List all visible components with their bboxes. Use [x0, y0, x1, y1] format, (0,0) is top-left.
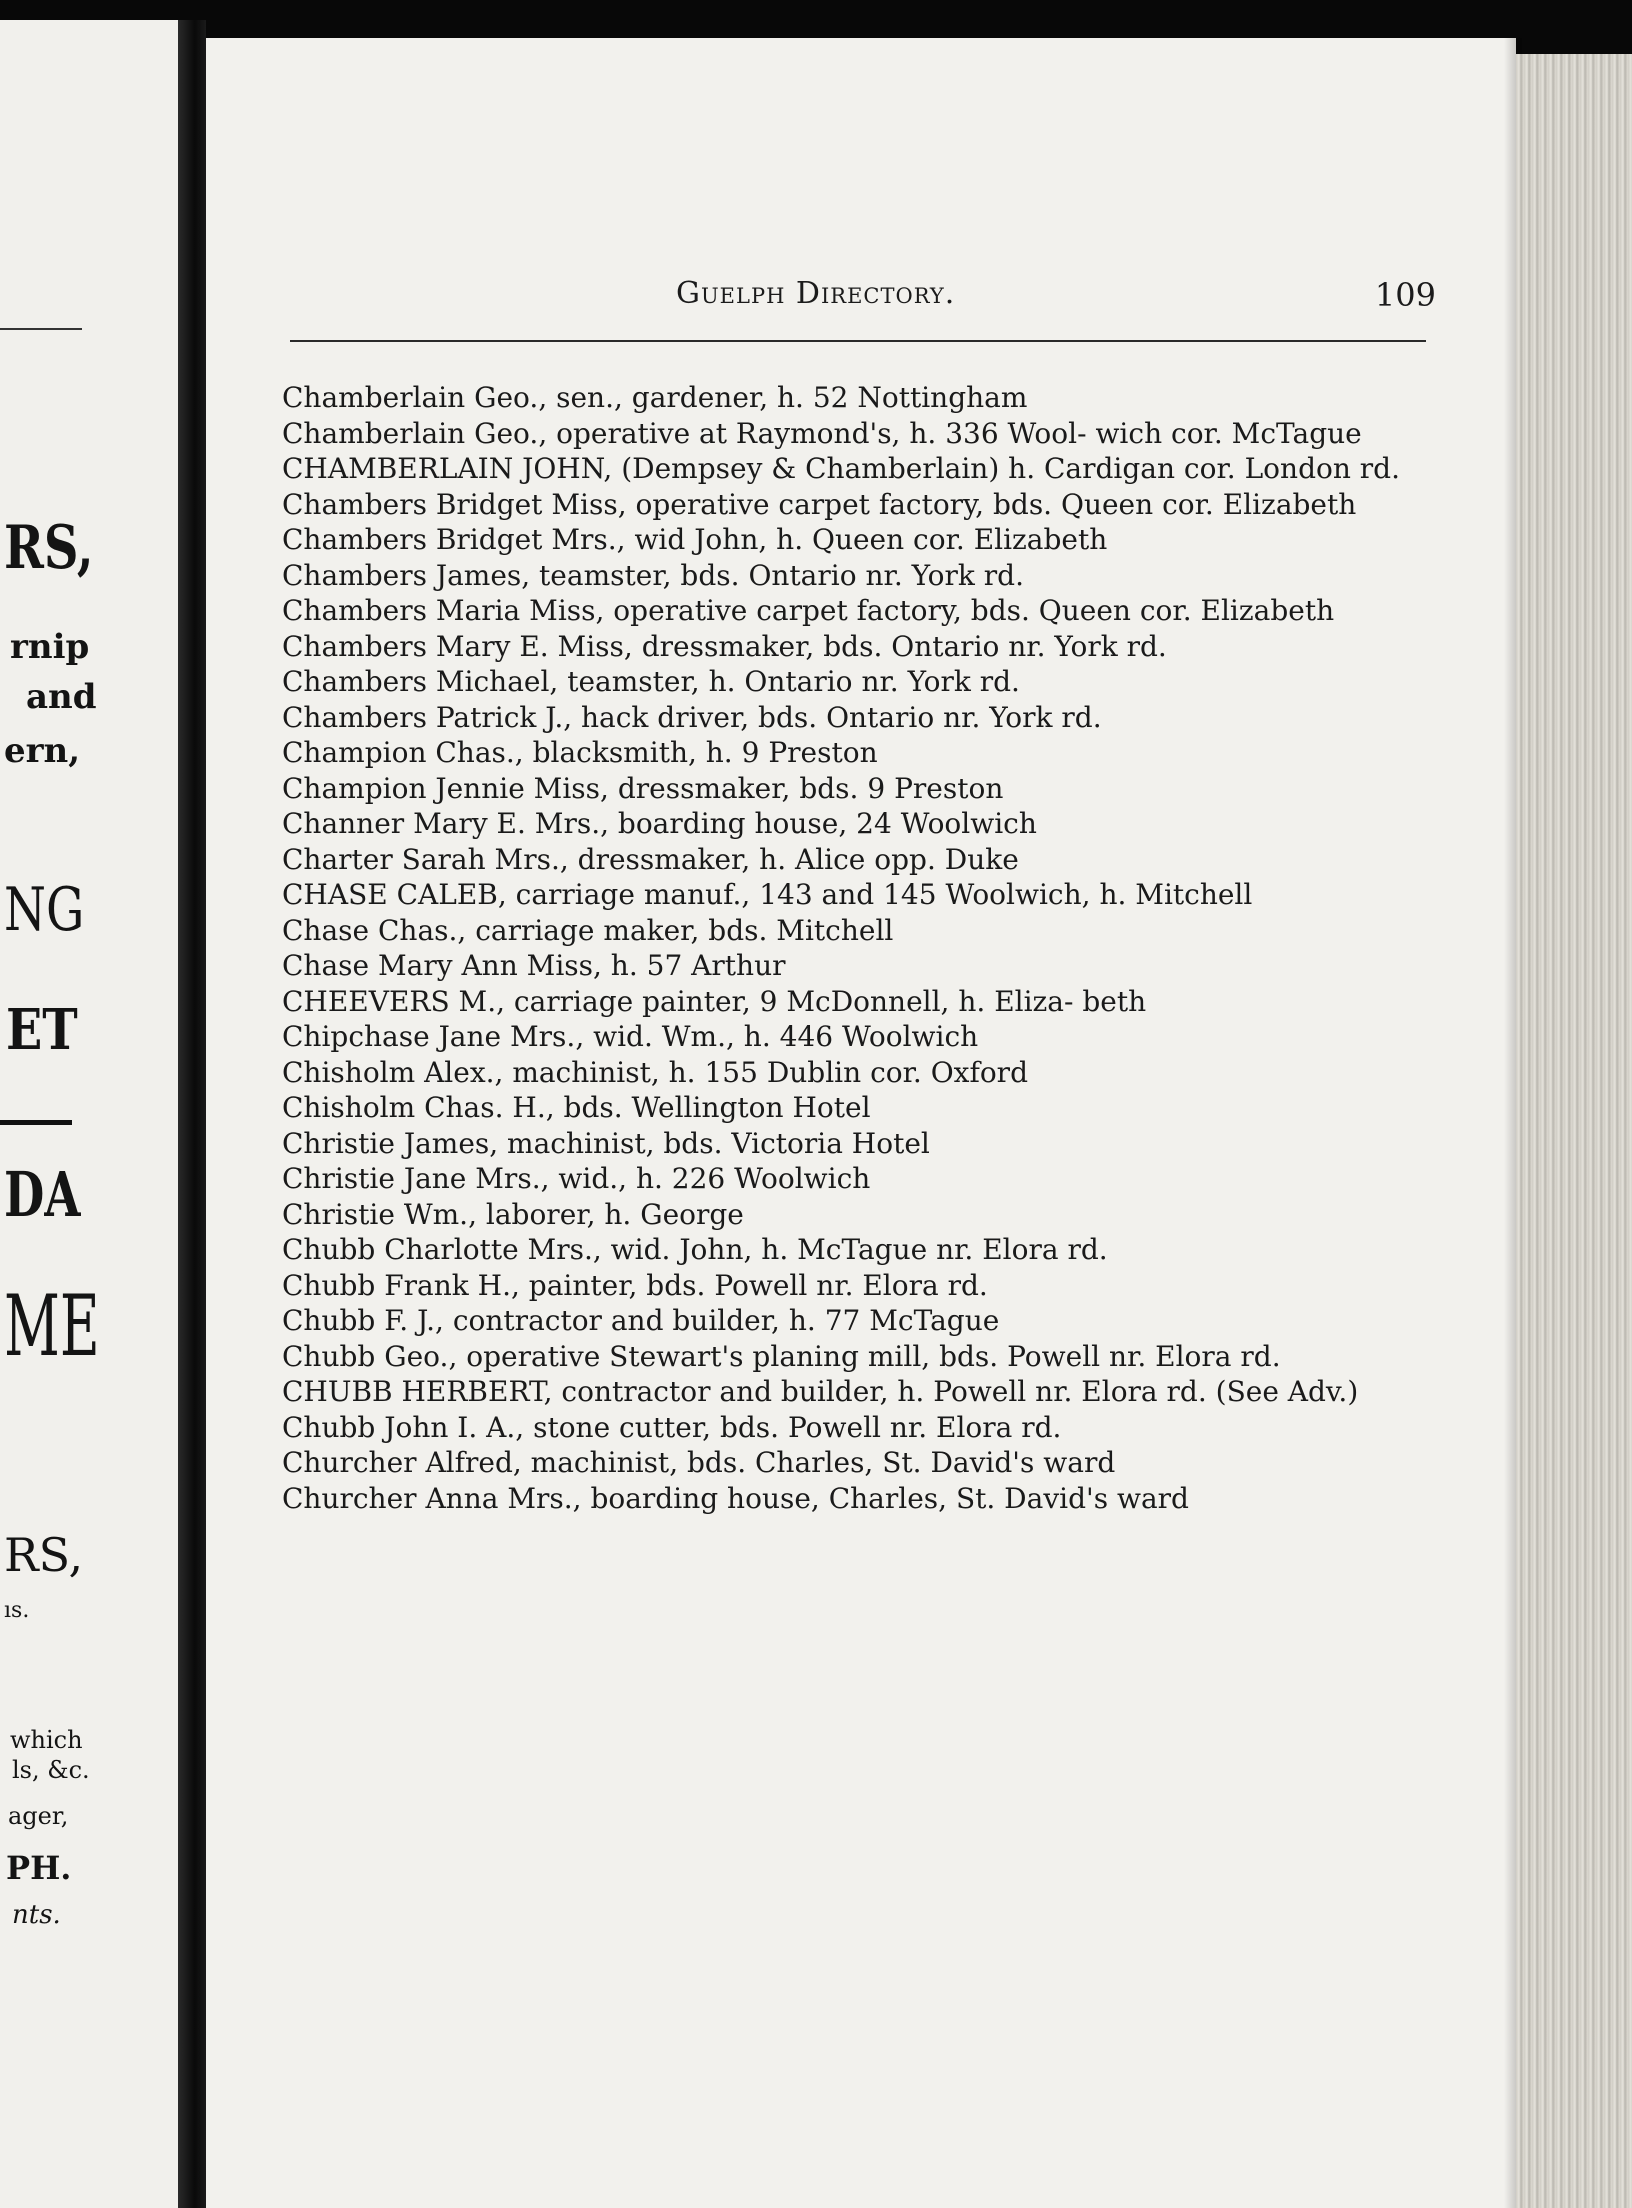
- directory-entry: Chubb F. J., contractor and builder, h. 77 McTague: [282, 1304, 1000, 1337]
- header-rule: [290, 340, 1426, 342]
- directory-entry: Chubb Charlotte Mrs., wid. John, h. McTague nr. Elora rd.: [282, 1233, 1108, 1266]
- directory-entry: CHEEVERS M., carriage painter, 9 McDonnell, h. Eliza- beth: [282, 984, 1147, 1018]
- directory-entry: Chambers Bridget Mrs., wid John, h. Queen cor. Elizabeth: [282, 523, 1108, 556]
- directory-entry: Chamberlain Geo., operative at Raymond's, h. 336 Wool- wich cor. McTague: [282, 416, 1362, 450]
- directory-page: [206, 38, 1516, 2208]
- running-head: [286, 276, 1436, 316]
- page-number: 109: [1374, 276, 1436, 314]
- page-title: Guelph Directory.: [676, 276, 956, 311]
- left-fragment: ET: [6, 997, 78, 1063]
- directory-entry: Chubb Frank H., painter, bds. Powell nr. Elora rd.: [282, 1268, 988, 1302]
- left-page-rule-top: [0, 328, 82, 330]
- directory-entry: CHUBB HERBERT, contractor and builder, h. Powell nr. Elora rd. (See Adv.): [282, 1375, 1359, 1408]
- directory-entry: Channer Mary E. Mrs., boarding house, 24 Woolwich: [282, 807, 1037, 840]
- directory-entry: Christie Jane Mrs., wid., h. 226 Woolwich: [282, 1162, 871, 1195]
- directory-entry: Chase Chas., carriage maker, bds. Mitchell: [282, 913, 894, 947]
- left-fragment: DA: [4, 1158, 81, 1231]
- directory-entries: [282, 380, 1442, 1516]
- directory-entry: Churcher Alfred, machinist, bds. Charles, St. David's ward: [282, 1446, 1116, 1479]
- directory-entry: Champion Jennie Miss, dressmaker, bds. 9 Preston: [282, 771, 1004, 805]
- directory-entry: Christie Wm., laborer, h. George: [282, 1197, 744, 1231]
- left-fragment: NG: [4, 875, 85, 945]
- left-fragment: ıs.: [4, 1598, 30, 1623]
- directory-entry: Chisholm Chas. H., bds. Wellington Hotel: [282, 1091, 871, 1124]
- left-fragment: which: [10, 1726, 83, 1754]
- facing-page-left: [0, 20, 178, 2208]
- directory-entry: Churcher Anna Mrs., boarding house, Charles, St. David's ward: [282, 1481, 1189, 1515]
- directory-entry: Chambers Michael, teamster, h. Ontario nr. York rd.: [282, 665, 1020, 698]
- left-fragment: RS,: [4, 513, 94, 583]
- directory-entry: Chipchase Jane Mrs., wid. Wm., h. 446 Woolwich: [282, 1020, 979, 1053]
- left-fragment: ern,: [4, 731, 81, 771]
- directory-entry: Christie James, machinist, bds. Victoria Hotel: [282, 1126, 930, 1160]
- left-fragment: rnip: [10, 627, 90, 667]
- page-stack-edge: [1516, 54, 1632, 2208]
- left-fragment: RS,: [4, 1528, 84, 1582]
- left-fragment: ager,: [8, 1802, 69, 1830]
- left-page-rule-bottom: [0, 1120, 72, 1125]
- left-fragment: PH.: [6, 1849, 72, 1887]
- directory-entry: Chambers Mary E. Miss, dressmaker, bds. Ontario nr. York rd.: [282, 629, 1167, 663]
- directory-entry: Chubb Geo., operative Stewart's planing mill, bds. Powell nr. Elora rd.: [282, 1339, 1281, 1373]
- directory-entry: CHASE CALEB, carriage manuf., 143 and 145 Woolwich, h. Mitchell: [282, 878, 1253, 911]
- directory-entry: Chambers Maria Miss, operative carpet factory, bds. Queen cor. Elizabeth: [282, 594, 1335, 627]
- directory-entry: Chambers Patrick J., hack driver, bds. Ontario nr. York rd.: [282, 700, 1102, 734]
- left-fragment: and: [26, 677, 97, 717]
- left-fragment: ME: [4, 1277, 100, 1375]
- left-fragment: nts.: [12, 1900, 61, 1930]
- directory-entry: Charter Sarah Mrs., dressmaker, h. Alice opp. Duke: [282, 842, 1019, 876]
- directory-entry: Chase Mary Ann Miss, h. 57 Arthur: [282, 949, 786, 982]
- directory-entry: Chisholm Alex., machinist, h. 155 Dublin cor. Oxford: [282, 1055, 1028, 1089]
- directory-entry: CHAMBERLAIN JOHN, (Dempsey & Chamberlain) h. Cardigan cor. London rd.: [282, 452, 1400, 485]
- directory-entry: Chambers Bridget Miss, operative carpet factory, bds. Queen cor. Elizabeth: [282, 487, 1357, 521]
- directory-entry: Chambers James, teamster, bds. Ontario nr. York rd.: [282, 558, 1024, 592]
- directory-entry: Chamberlain Geo., sen., gardener, h. 52 Nottingham: [282, 381, 1028, 414]
- directory-entry: Champion Chas., blacksmith, h. 9 Preston: [282, 736, 878, 769]
- left-fragment: ls, &c.: [12, 1756, 90, 1784]
- book-gutter: [178, 20, 206, 2208]
- directory-entry: Chubb John I. A., stone cutter, bds. Powell nr. Elora rd.: [282, 1410, 1062, 1444]
